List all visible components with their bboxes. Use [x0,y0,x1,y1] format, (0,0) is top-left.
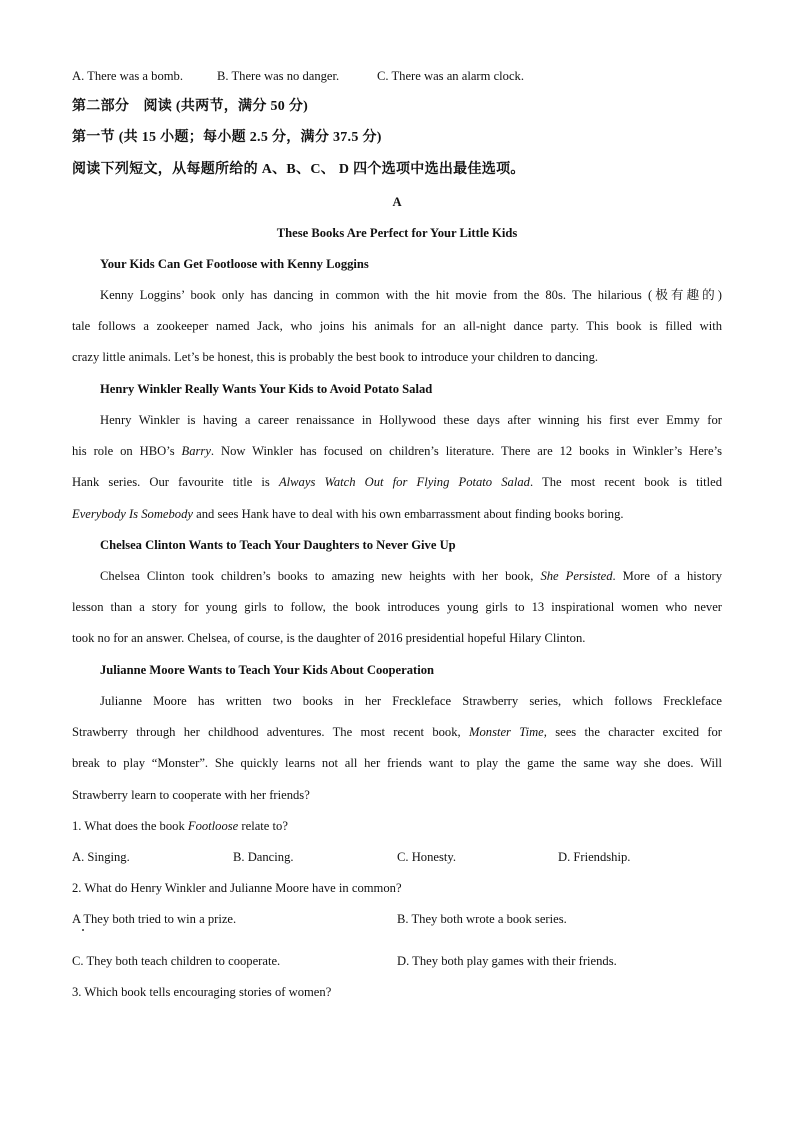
p2-line: Henry Winkler is having a career renaissance in Hollywood these days after winning his first ever Emmy for [100,413,722,427]
title-she-persisted: She Persisted [540,569,613,583]
text-run: . The most recent book is titled [529,475,722,489]
question-2-option-a: A They both tried to win a prize. [72,912,237,926]
p4-line: Julianne Moore has written two books in her Freckleface Strawberry series, which follows Freckleface [100,694,722,708]
p3-line [100,568,722,584]
title-monster-time: Monster Time, [468,725,547,739]
heading-julianne-moore: Julianne Moore Wants to Teach Your Kids About Cooperation [100,663,435,677]
heading-chelsea-clinton: Chelsea Clinton Wants to Teach Your Daughters to Never Give Up [100,538,456,552]
instruction: 阅读下列短文，从每题所给的 A、B、C、 D 四个选项中选出最佳选项。 [72,162,525,177]
part-title: 第二部分 阅读 (共两节，满分 50 分) [72,99,309,114]
title-potato-salad: Always Watch Out for Flying Potato Salad [278,475,530,489]
p1-line: Kenny Loggins’ book only has dancing in common with the hit movie from the 80s. The hilarious (极有趣的) [100,288,722,302]
heading-kenny-loggins: Your Kids Can Get Footloose with Kenny Loggins [100,257,369,271]
p2-line [72,474,722,490]
prev-option-a: A. There was a bomb. [72,69,183,83]
heading-henry-winkler: Henry Winkler Really Wants Your Kids to Avoid Potato Salad [100,382,433,396]
question-3-stem: 3. Which book tells encouraging stories of women? [72,985,332,999]
question-1-option-b: B. Dancing. [233,850,294,864]
text-run: . Now Winkler has focused on children’s literature. There are 12 books in Winkler’s Here’s [210,444,722,458]
p3-line: lesson than a story for young girls to follow, the book introduces young girls to 13 inspirational women who never [72,600,722,614]
question-2-option-b: B. They both wrote a book series. [397,912,567,926]
text-run: relate to? [238,819,288,833]
text-run: Chelsea Clinton took children’s books to amazing new heights with her book, [100,569,541,583]
text-run: sees the character excited for [546,725,722,739]
text-run: Strawberry through her childhood adventures. The most recent book, [72,725,469,739]
text-run: Hank series. Our favourite title is [72,475,279,489]
title-everybody-is-somebody: Everybody Is Somebody [72,507,193,521]
p2-line [72,443,722,459]
question-2-option-c: C. They both teach children to cooperate. [72,954,281,968]
question-1-option-a: A. Singing. [72,850,130,864]
p4-line [72,724,722,740]
text-run: his role on HBO’s [72,444,182,458]
p1-line: tale follows a zookeeper named Jack, who joins his animals for an all-night dance party. This book is filled with [72,319,722,333]
title-barry: Barry [181,444,211,458]
section-title: 第一节 (共 15 小题；每小题 2.5 分，满分 37.5 分) [72,130,382,145]
text-run: and sees Hank have to deal with his own embarrassment about finding books boring. [193,507,624,521]
title-footloose: Footloose [187,819,239,833]
p1-line: crazy little animals. Let’s be honest, this is probably the best book to introduce your children to dancing. [72,350,599,364]
p3-line: took no for an answer. Chelsea, of course, is the daughter of 2016 presidential hopeful Hilary Clinton. [72,631,586,645]
question-2-stem: 2. What do Henry Winkler and Julianne Moore have in common? [72,881,402,895]
question-1-stem [72,818,288,834]
passage-letter: A [392,195,402,209]
text-run: 1. What does the book [72,819,188,833]
passage-title: These Books Are Perfect for Your Little Kids [276,226,518,240]
stray-dot-mark [82,929,84,931]
p4-line: Strawberry learn to cooperate with her friends? [72,788,310,802]
prev-option-c: C. There was an alarm clock. [377,69,524,83]
p2-line [72,506,624,522]
p4-line: break to play “Monster”. She quickly learns not all her friends want to play the game the same way she does. Will [72,756,722,770]
question-2-option-d: D. They both play games with their friends. [397,954,617,968]
question-1-option-c: C. Honesty. [397,850,457,864]
question-1-option-d: D. Friendship. [558,850,631,864]
text-run: . More of a history [612,569,722,583]
prev-option-b: B. There was no danger. [217,69,340,83]
